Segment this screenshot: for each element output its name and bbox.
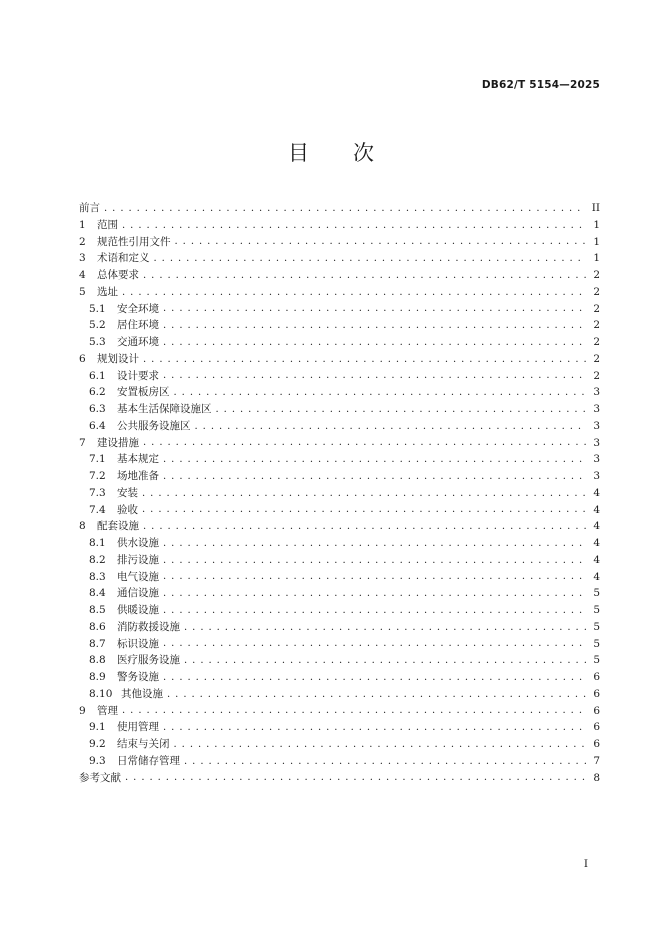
toc-entry[interactable] [79, 351, 600, 368]
toc-entry-number: 6.1 [89, 369, 106, 382]
toc-entry-page: 4 [593, 570, 600, 583]
toc-entry-page: 3 [593, 470, 600, 482]
toc-entry[interactable] [79, 518, 600, 535]
toc-entry[interactable] [79, 719, 600, 736]
toc-entry-label: 基本生活保障设施区 [117, 403, 212, 415]
table-of-contents [79, 200, 600, 786]
toc-leader-dots [184, 653, 586, 669]
toc-entry-page: 2 [593, 336, 600, 348]
toc-entry-page: 2 [593, 285, 600, 298]
toc-entry[interactable] [79, 485, 600, 502]
toc-leader-dots [163, 452, 586, 468]
toc-entry-number: 7.4 [89, 503, 106, 516]
toc-leader-dots [184, 620, 586, 636]
toc-entry[interactable] [79, 502, 600, 519]
toc-entry-number: 8 [79, 520, 86, 533]
toc-entry[interactable] [79, 334, 600, 351]
toc-entry-number: 7.3 [89, 486, 106, 499]
toc-leader-dots [163, 469, 586, 485]
toc-leader-dots [163, 636, 586, 652]
toc-entry-number: 2 [79, 235, 86, 248]
toc-entry-label: 选址 [97, 285, 118, 298]
toc-entry-page: 6 [593, 704, 600, 717]
toc-entry-number: 8.1 [89, 537, 106, 549]
toc-entry-label: 验收 [117, 503, 138, 516]
toc-entry-page: 2 [593, 319, 600, 332]
toc-leader-dots [122, 285, 586, 301]
toc-entry-page: 2 [593, 352, 600, 365]
toc-leader-dots [174, 385, 587, 401]
toc-leader-dots [184, 754, 586, 770]
toc-entry-label: 公共服务设施区 [117, 419, 191, 432]
toc-entry-number: 8.5 [89, 604, 106, 616]
toc-entry[interactable] [79, 368, 600, 385]
toc-leader-dots [163, 335, 586, 351]
toc-entry-page: 2 [593, 302, 600, 315]
toc-leader-dots [167, 687, 586, 703]
toc-entry[interactable] [79, 401, 600, 418]
toc-entry-label: 交通环境 [117, 336, 159, 348]
toc-entry[interactable] [79, 669, 600, 686]
toc-entry[interactable] [79, 418, 600, 435]
page-title [0, 137, 662, 167]
toc-entry-page: 1 [593, 235, 600, 248]
toc-entry-number: 9.2 [89, 738, 106, 750]
toc-entry-number: 9.3 [89, 754, 106, 767]
toc-entry-page: 6 [593, 721, 600, 734]
toc-entry[interactable] [79, 234, 600, 251]
toc-entry-label: 术语和定义 [97, 252, 150, 265]
toc-entry-label: 配套设施 [97, 520, 139, 533]
toc-entry-number: 7.1 [89, 453, 106, 466]
toc-entry-page: 7 [593, 754, 600, 767]
toc-entry-label: 规范性引用文件 [97, 235, 171, 248]
toc-leader-dots [142, 486, 586, 502]
toc-entry-page: 5 [593, 637, 600, 650]
toc-entry-label: 总体要求 [97, 269, 139, 281]
toc-entry[interactable] [79, 619, 600, 636]
toc-leader-dots [195, 419, 587, 435]
toc-entry-page: 3 [593, 386, 600, 399]
toc-entry-number: 8.4 [89, 587, 106, 600]
toc-entry-number: 8.6 [89, 620, 106, 633]
toc-entry-label: 安全环境 [117, 302, 159, 315]
toc-entry-label: 警务设施 [117, 671, 159, 683]
toc-leader-dots [163, 670, 586, 686]
toc-entry-page: 4 [593, 520, 600, 533]
toc-entry-page: 3 [593, 403, 600, 415]
toc-entry-page: 8 [593, 771, 600, 784]
toc-entry-number: 6.3 [89, 403, 106, 415]
toc-entry[interactable] [79, 552, 600, 569]
toc-entry-page: 5 [593, 604, 600, 616]
toc-entry-page: 5 [593, 654, 600, 667]
toc-leader-dots [163, 720, 586, 736]
toc-entry[interactable] [79, 736, 600, 753]
toc-entry[interactable] [79, 569, 600, 586]
toc-entry-number: 9 [79, 704, 86, 717]
toc-entry-label: 通信设施 [117, 587, 159, 600]
toc-entry-label: 标识设施 [117, 637, 159, 650]
toc-entry-page: 3 [593, 453, 600, 466]
toc-entry[interactable] [79, 384, 600, 401]
title-char-1: 目 [288, 141, 309, 165]
toc-leader-dots [163, 536, 586, 552]
toc-leader-dots [143, 519, 586, 535]
toc-entry-number: 8.7 [89, 637, 106, 650]
footer-page-number: I [583, 858, 588, 870]
toc-entry-number: 8.8 [89, 654, 106, 667]
toc-entry-number: 9.1 [89, 721, 106, 734]
toc-leader-dots [163, 586, 586, 602]
toc-entry-page: 2 [593, 369, 600, 382]
toc-entry[interactable] [79, 652, 600, 669]
toc-entry-number: 7.2 [89, 470, 106, 482]
toc-entry-number: 5.3 [89, 336, 106, 348]
toc-entry-page: 4 [593, 503, 600, 516]
toc-entry-number: 6.2 [89, 386, 106, 399]
toc-entry-number: 6 [79, 352, 86, 365]
toc-leader-dots [143, 352, 586, 368]
toc-entry-label: 日常储存管理 [117, 754, 180, 767]
toc-entry[interactable] [79, 535, 600, 552]
title-char-2: 次 [353, 141, 374, 165]
toc-entry-page: 5 [593, 620, 600, 633]
toc-entry-label: 参考文献 [79, 771, 121, 784]
toc-leader-dots [163, 368, 586, 384]
toc-entry-label: 供暖设施 [117, 604, 159, 616]
toc-entry-label: 使用管理 [117, 721, 159, 734]
toc-entry-label: 供水设施 [117, 537, 159, 549]
toc-leader-dots [163, 603, 586, 619]
toc-entry-label: 建设措施 [97, 436, 139, 449]
toc-entry-page: 1 [593, 252, 600, 265]
toc-entry[interactable] [79, 468, 600, 485]
toc-entry-label: 场地准备 [117, 470, 159, 482]
toc-entry[interactable] [79, 770, 600, 787]
toc-entry-number: 1 [79, 218, 86, 231]
toc-entry-number: 8.2 [89, 553, 106, 566]
toc-entry-label: 前言 [79, 202, 100, 214]
toc-entry-page: 5 [593, 587, 600, 600]
toc-entry-label: 结束与关闭 [117, 738, 170, 750]
toc-entry[interactable] [79, 451, 600, 468]
toc-entry[interactable] [79, 267, 600, 284]
toc-entry-number: 5.1 [89, 302, 106, 315]
toc-entry-number: 5.2 [89, 319, 106, 332]
toc-leader-dots [163, 301, 586, 317]
toc-entry-number: 8.3 [89, 570, 106, 583]
toc-entry[interactable] [79, 284, 600, 301]
toc-leader-dots [122, 218, 586, 234]
toc-entry-label: 范围 [97, 218, 118, 231]
toc-entry[interactable] [79, 435, 600, 452]
toc-entry-page: 2 [593, 269, 600, 281]
toc-entry[interactable] [79, 703, 600, 720]
toc-entry-label: 安置板房区 [117, 386, 170, 399]
toc-entry-label: 消防救援设施 [117, 620, 180, 633]
toc-entry-page: 4 [593, 553, 600, 566]
toc-leader-dots [122, 703, 586, 719]
toc-entry-page: 6 [593, 671, 600, 683]
toc-entry-label: 规划设计 [97, 352, 139, 365]
toc-leader-dots [174, 737, 587, 753]
toc-entry[interactable] [79, 636, 600, 653]
toc-leader-dots [163, 318, 586, 334]
toc-leader-dots [142, 502, 586, 518]
toc-entry-number: 4 [79, 269, 86, 281]
toc-entry-label: 医疗服务设施 [117, 654, 180, 667]
toc-entry[interactable] [79, 301, 600, 318]
toc-leader-dots [143, 268, 586, 284]
toc-entry[interactable] [79, 250, 600, 267]
toc-entry-label: 管理 [97, 704, 118, 717]
toc-entry-label: 基本规定 [117, 453, 159, 466]
toc-leader-dots [163, 553, 586, 569]
toc-entry-label: 设计要求 [117, 369, 159, 382]
toc-entry-number: 5 [79, 285, 86, 298]
toc-entry[interactable] [79, 317, 600, 334]
toc-entry-page: 6 [593, 738, 600, 750]
toc-entry[interactable] [79, 585, 600, 602]
toc-entry-label: 安装 [117, 486, 138, 499]
toc-entry[interactable] [79, 602, 600, 619]
toc-entry-page: 1 [593, 218, 600, 231]
toc-leader-dots [175, 234, 587, 250]
toc-entry-page: 3 [593, 419, 600, 432]
toc-entry-label: 居住环境 [117, 319, 159, 332]
toc-entry-number: 3 [79, 252, 86, 265]
toc-entry[interactable] [79, 686, 600, 703]
toc-leader-dots [104, 201, 586, 217]
toc-entry-label: 电气设施 [117, 570, 159, 583]
document-code: DB62/T 5154—2025 [481, 79, 600, 91]
toc-entry-label: 其他设施 [121, 687, 163, 700]
toc-entry-page: 4 [593, 537, 600, 549]
toc-entry[interactable] [79, 200, 600, 217]
toc-entry-number: 8.9 [89, 671, 106, 683]
toc-entry-page: 4 [593, 486, 600, 499]
toc-entry-number: 6.4 [89, 419, 106, 432]
toc-entry-page: 3 [593, 436, 600, 449]
toc-entry[interactable] [79, 753, 600, 770]
toc-entry-page: 6 [593, 687, 600, 700]
toc-leader-dots [154, 251, 587, 267]
toc-entry-page: II [591, 202, 600, 214]
toc-entry-label: 排污设施 [117, 553, 159, 566]
toc-leader-dots [143, 435, 586, 451]
toc-entry-number: 8.10 [89, 687, 113, 700]
toc-entry-number: 7 [79, 436, 86, 449]
toc-leader-dots [125, 770, 586, 786]
toc-leader-dots [163, 569, 586, 585]
toc-entry[interactable] [79, 217, 600, 234]
toc-leader-dots [216, 402, 587, 418]
